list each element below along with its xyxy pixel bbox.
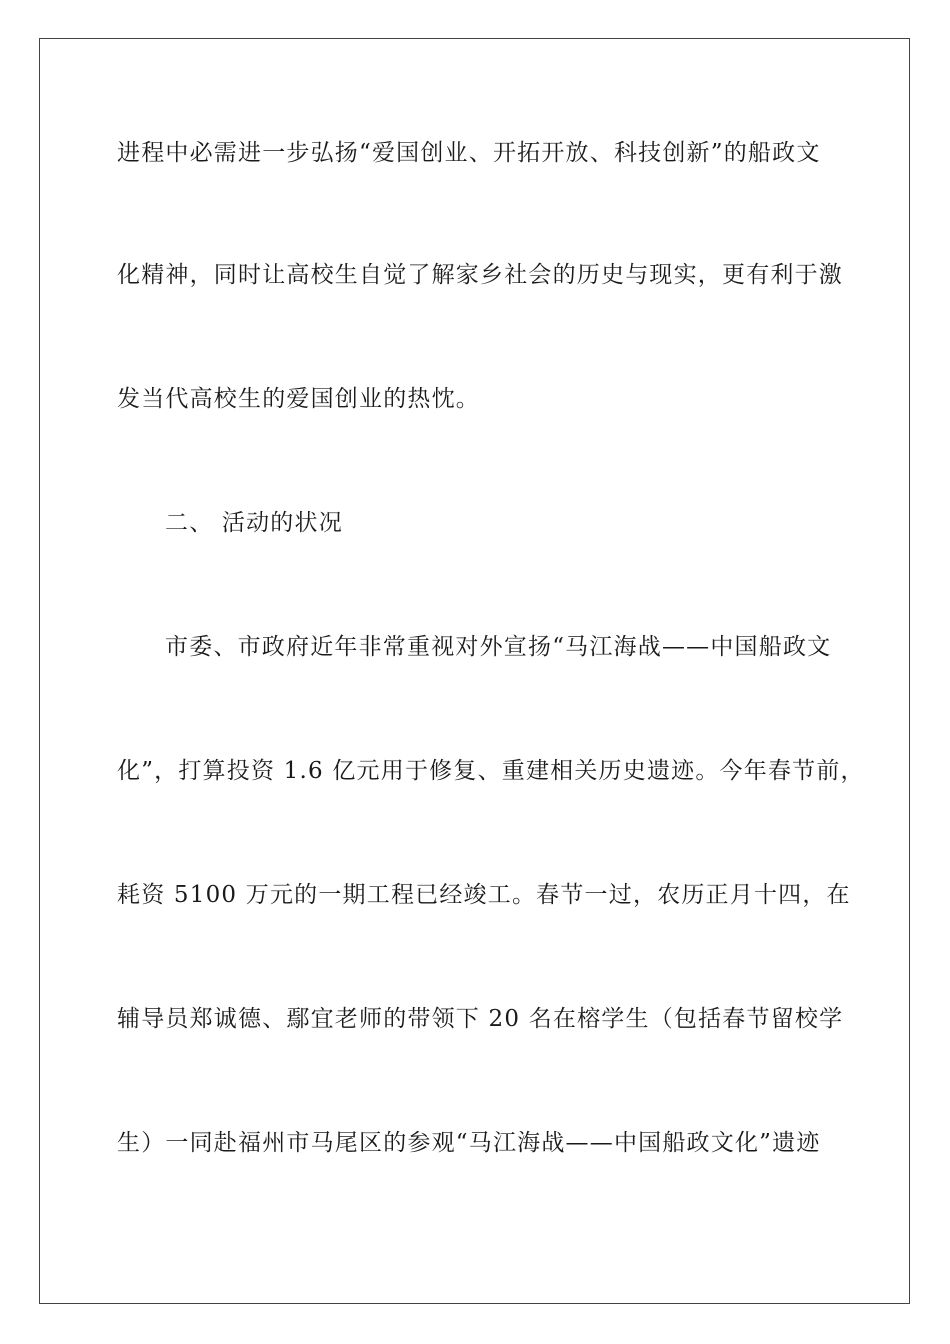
section-heading: 二、 活动的状况 [165,510,343,536]
paragraph-line: 生）一同赴福州市马尾区的参观“马江海战——中国船政文化”遗迹 [117,1130,821,1156]
paragraph-line: 辅导员郑诚德、鄢宜老师的带领下 20 名在榕学生（包括春节留校学 [117,1006,844,1032]
paragraph-line: 化”，打算投资 1.6 亿元用于修复、重建相关历史遗迹。今年春节前， [117,758,865,784]
paragraph-line: 化精神，同时让高校生自觉了解家乡社会的历史与现实，更有利于激 [117,262,843,288]
page-border [39,38,910,1304]
paragraph-line: 耗资 5100 万元的一期工程已经竣工。春节一过，农历正月十四，在 [117,882,851,908]
paragraph-line: 市委、市政府近年非常重视对外宣扬“马江海战——中国船政文 [165,634,832,660]
paragraph-line: 进程中必需进一步弘扬“爱国创业、开拓开放、科技创新”的船政文 [117,140,821,166]
paragraph-line: 发当代高校生的爱国创业的热忱。 [117,386,480,412]
